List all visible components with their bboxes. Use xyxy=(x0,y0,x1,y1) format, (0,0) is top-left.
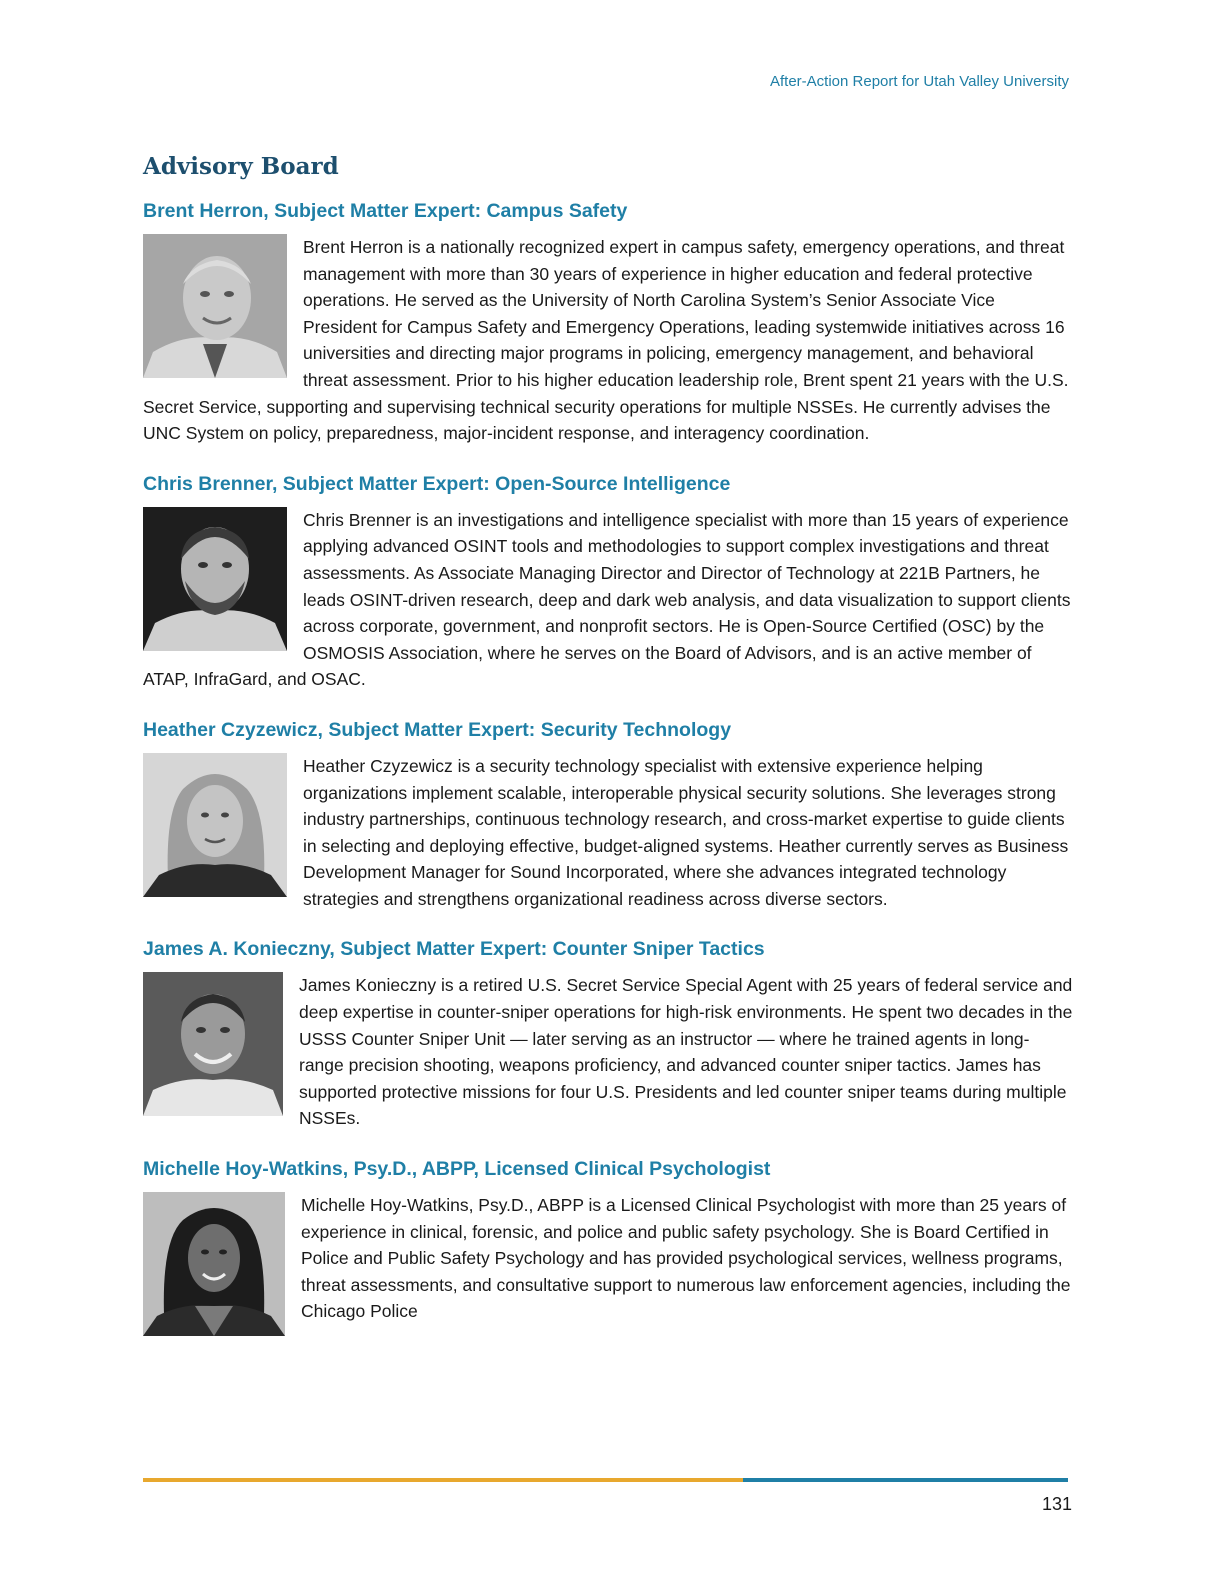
section-title: Advisory Board xyxy=(143,153,339,180)
portrait-photo xyxy=(143,507,287,651)
bio-name: Michelle Hoy-Watkins, Psy.D., ABPP, Licensed Clinical Psychologist xyxy=(143,1158,771,1181)
portrait-photo xyxy=(143,972,283,1116)
bio-text: Brent Herron is a nationally recognized expert in campus safety, emergency operations, and threat management with more than 30 years of experience in higher education and federal protective operations. He served as the University of North Carolina System’s Senior Associate Vice President for Campus Safety and Emergency Operations, leading systemwide initiatives across 16 universities and directing major programs in policing, emergency management, and behavioral threat assessment. Prior to his higher education leadership role, Brent spent 21 years with the U.S. Secret Service, supporting and supervising technical security operations for multiple NSSEs. He currently advises the UNC System on policy, preparedness, major-incident response, and interagency coordination. xyxy=(143,237,1069,444)
page-number: 131 xyxy=(1041,1494,1072,1514)
portrait-photo xyxy=(143,753,287,897)
bio-entry xyxy=(143,471,1073,693)
bio-entry xyxy=(143,1156,1073,1340)
bio-text: James Konieczny is a retired U.S. Secret Service Special Agent with 25 years of federal service and deep expertise in counter-sniper operations for high-risk environments. He spent two decades in the USSS Counter Sniper Unit — later serving as an instructor — where he trained agents in long-range precision shooting, weapons proficiency, and advanced counter sniper tactics. James has supported protective missions for four U.S. Presidents and led counter sniper teams during multiple NSSEs. xyxy=(299,975,1073,1129)
portrait-photo-graphic xyxy=(143,972,283,1116)
bio-body xyxy=(143,234,1073,447)
bio-entry xyxy=(143,936,1073,1132)
bio-name: Brent Herron, Subject Matter Expert: Campus Safety xyxy=(143,200,628,222)
bio-text: Michelle Hoy-Watkins, Psy.D., ABPP is a Licensed Clinical Psychologist with more than 25 years of experience in clinical, forensic, and police and public safety psychology. She is Board Certified in Police and Public Safety Psychology and has provided psychological services, wellness programs, threat assessments, and consultative support to numerous law enforcement agencies, including the Chicago Police xyxy=(301,1195,1071,1322)
portrait-photo xyxy=(143,1192,285,1336)
bio-body xyxy=(143,1192,1073,1340)
portrait-photo-graphic xyxy=(143,1192,285,1336)
bio-body xyxy=(143,972,1073,1132)
footer-rule-blue xyxy=(743,1478,1068,1482)
footer-rule xyxy=(143,1478,1068,1482)
portrait-photo xyxy=(143,234,287,378)
portrait-photo-graphic xyxy=(143,507,287,651)
footer-rule-gold xyxy=(143,1478,743,1482)
bio-text: Heather Czyzewicz is a security technology specialist with extensive experience helping organizations implement scalable, interoperable physical security solutions. She leverages strong industry partnerships, continuous technology research, and cross-market expertise to guide clients in selecting and deploying effective, budget-aligned systems. Heather currently serves as Business Development Manager for Sound Incorporated, where she advances integrated technology strategies and strengthens organizational readiness across diverse sectors. xyxy=(303,755,1069,909)
bio-body xyxy=(143,753,1073,913)
portrait-photo-graphic xyxy=(143,753,287,897)
bio-name: Heather Czyzewicz, Subject Matter Expert: Security Technology xyxy=(143,718,732,741)
bio-text: Chris Brenner is an investigations and intelligence specialist with more than 15 years of experience applying advanced OSINT tools and methodologies to support complex investigations and threat assessments. As Associate Managing Director and Director of Technology at 221B Partners, he leads OSINT-driven research, deep and dark web analysis, and data visualization to support clients across corporate, government, and nonprofit sectors. He is Open-Source Certified (OSC) by the OSMOSIS Association, where he serves on the Board of Advisors, and is an active member of ATAP, InfraGard, and OSAC. xyxy=(143,509,1071,690)
portrait-photo-graphic xyxy=(143,234,287,378)
bio-body xyxy=(143,507,1073,693)
bio-entry xyxy=(143,198,1073,447)
bio-name: James A. Konieczny, Subject Matter Expert: Counter Sniper Tactics xyxy=(143,938,765,961)
bio-name: Chris Brenner, Subject Matter Expert: Open-Source Intelligence xyxy=(143,472,731,495)
page-content xyxy=(143,150,1073,1364)
bio-entry xyxy=(143,717,1073,913)
running-header: After-Action Report for Utah Valley University xyxy=(770,73,1069,90)
